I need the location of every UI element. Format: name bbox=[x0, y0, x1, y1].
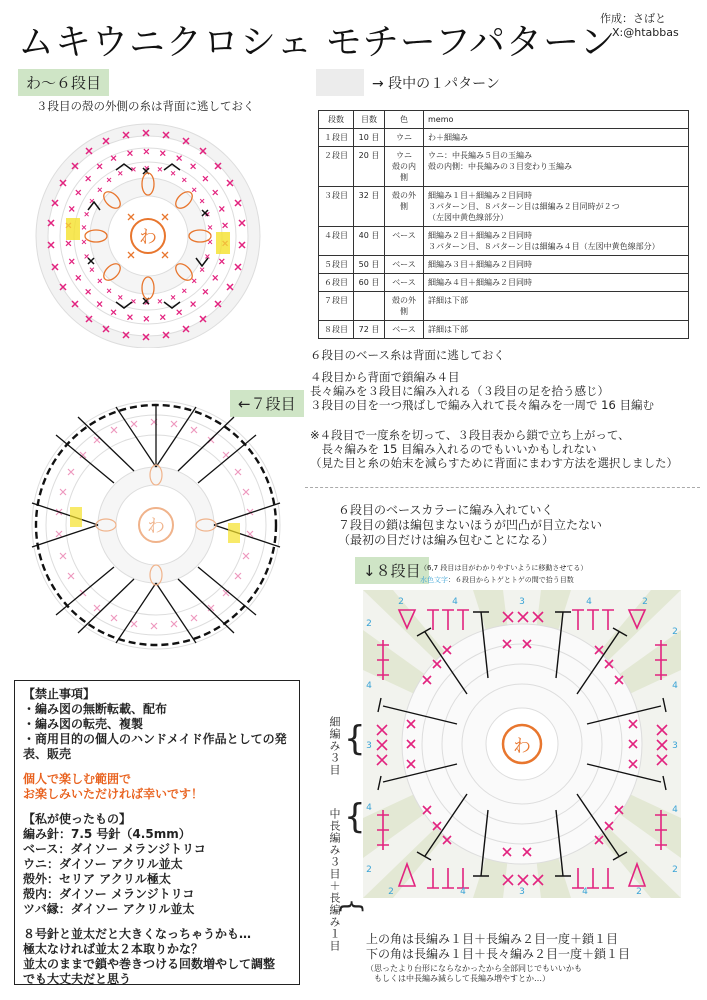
table-row bbox=[319, 129, 689, 147]
alt-line: （見た目と糸の始末を減らすために背面にまわす方法を選択しました） bbox=[310, 456, 678, 470]
table-row bbox=[319, 187, 689, 227]
table-row bbox=[319, 292, 689, 321]
col-stitches: 目数 bbox=[354, 111, 385, 129]
pattern-legend-swatch bbox=[316, 69, 364, 96]
col-memo: memo bbox=[424, 111, 689, 129]
cell-color: ベース bbox=[385, 256, 424, 274]
cell-color: ウニ 殻の内側 bbox=[385, 147, 424, 187]
terms-box bbox=[14, 680, 300, 985]
author-credit bbox=[600, 12, 679, 40]
round7-base-note: ６段目のベース糸は背面に逃しておく bbox=[310, 348, 505, 362]
material-item: ベース：ダイソー メランジトリコ bbox=[23, 842, 206, 856]
svg-text:4: 4 bbox=[582, 887, 588, 897]
material-item: 殻外：セリア アクリル極太 bbox=[23, 872, 171, 886]
enjoy-line: 個人で楽しむ範囲で bbox=[23, 772, 132, 786]
intro-line: ７段目の鎖は編包まないほうが凹凸が目立たない bbox=[338, 518, 603, 532]
terms-heading: 【禁止事項】 bbox=[23, 687, 96, 701]
corner-sub-note: （思ったより台形にならなかったから全部同じでもいいかも もしくは中長編み減らして長編み増やすとか…） bbox=[366, 964, 582, 983]
cell-memo: 細編み３目＋細編み２目同時 bbox=[424, 256, 689, 274]
section-divider bbox=[305, 487, 700, 488]
enjoy-line: お楽しみいただければ幸いです！ bbox=[23, 787, 204, 801]
svg-text:4: 4 bbox=[672, 681, 678, 691]
table-row bbox=[319, 321, 689, 339]
material-item: ウニ：ダイソー アクリル並太 bbox=[23, 857, 183, 871]
cell-count: 60 目 bbox=[354, 274, 385, 292]
cell-round: １段目 bbox=[319, 129, 354, 147]
svg-text:3: 3 bbox=[672, 741, 678, 751]
cell-count: 20 目 bbox=[354, 147, 385, 187]
magic-ring-label: わ bbox=[139, 227, 157, 248]
side-label-sc3: 細編み３目 bbox=[328, 716, 341, 776]
author-name: 作成：さばと bbox=[600, 12, 666, 25]
svg-text:4: 4 bbox=[672, 805, 678, 815]
material-item: ツバ縁：ダイソー アクリル並太 bbox=[23, 902, 195, 916]
round-7-chart bbox=[28, 395, 288, 655]
svg-text:2: 2 bbox=[398, 597, 404, 607]
alt-line: 長々編みを 15 目編み入れるのでもいいかもしれない bbox=[310, 442, 597, 456]
cell-memo: 細編み１目＋細編み２目同時 ３パターン目、８パターン目は細編み２目同時が２つ （左図中黄色線部分） bbox=[424, 187, 689, 227]
round8-intro bbox=[338, 503, 602, 548]
intro-line: ６段目のベースカラーに編み入れていく bbox=[338, 503, 554, 517]
terms-item: ・編み図の転売、複製 bbox=[23, 717, 144, 731]
magic-ring-label: わ bbox=[513, 736, 531, 757]
round7-steps bbox=[310, 370, 654, 412]
table-row bbox=[319, 147, 689, 187]
author-handle: X:@htabbas bbox=[612, 26, 679, 39]
table-row bbox=[319, 256, 689, 274]
cell-color: 殻の外側 bbox=[385, 292, 424, 321]
terms-item: ・商用目的の個人のハンドメイド作品としての発表、販売 bbox=[23, 732, 287, 761]
cell-memo: わ＋細編み bbox=[424, 129, 689, 147]
terms-item: ・編み図の無断転載、配布 bbox=[23, 702, 168, 716]
section-tag-rounds-1-6: わ〜６段目 bbox=[18, 69, 109, 96]
cell-color: ベース bbox=[385, 227, 424, 256]
cell-round: ７段目 bbox=[319, 292, 354, 321]
tip-line: ８号針と並太だと大きくなっちゃうかも… bbox=[23, 927, 252, 941]
col-round: 段数 bbox=[319, 111, 354, 129]
round8-legend bbox=[420, 575, 574, 585]
material-item: 殻内：ダイソー メランジトリコ bbox=[23, 887, 195, 901]
cell-count: 72 目 bbox=[354, 321, 385, 339]
round7-alt-method bbox=[310, 428, 678, 470]
brace-icon: { bbox=[344, 719, 366, 759]
round-1-6-chart bbox=[28, 118, 268, 348]
materials-heading: 【私が使ったもの】 bbox=[23, 812, 132, 826]
cell-memo: 細編み２目＋細編み２目同時 ３パターン目、８パターン目は細編み４目（左図中黄色線部分） bbox=[424, 227, 689, 256]
tip-line: でも大丈夫だと思う bbox=[23, 972, 132, 986]
svg-text:2: 2 bbox=[366, 865, 372, 875]
svg-text:4: 4 bbox=[586, 597, 592, 607]
cell-round: ６段目 bbox=[319, 274, 354, 292]
cell-color: 殻の外側 bbox=[385, 187, 424, 227]
col-color: 色 bbox=[385, 111, 424, 129]
svg-text:4: 4 bbox=[452, 597, 458, 607]
cell-color: ウニ bbox=[385, 129, 424, 147]
cell-memo: 詳細は下部 bbox=[424, 292, 689, 321]
cell-color: ベース bbox=[385, 274, 424, 292]
svg-text:4: 4 bbox=[366, 803, 372, 813]
cell-memo: ウニ：中長編み５目の玉編み 殻の内側：中長編みの３目変わり玉編み bbox=[424, 147, 689, 187]
svg-text:2: 2 bbox=[672, 627, 678, 637]
cell-memo: 詳細は下部 bbox=[424, 321, 689, 339]
tip-line: 並太のままで鎖や巻きつける回数増やして調整 bbox=[23, 957, 276, 971]
cell-count bbox=[354, 292, 385, 321]
cell-round: ４段目 bbox=[319, 227, 354, 256]
brace-icon: { bbox=[344, 797, 366, 837]
magic-ring-label: わ bbox=[147, 516, 165, 537]
cell-count: 32 目 bbox=[354, 187, 385, 227]
section-tag-round-8: ↓８段目 bbox=[355, 557, 429, 584]
cell-round: ８段目 bbox=[319, 321, 354, 339]
cell-color: ベース bbox=[385, 321, 424, 339]
cell-count: 50 目 bbox=[354, 256, 385, 274]
round-table bbox=[318, 110, 689, 339]
section1-note: ３段目の殻の外側の糸は背面に逃しておく bbox=[36, 99, 255, 113]
round-8-chart bbox=[363, 590, 683, 900]
table-header-row bbox=[319, 111, 689, 129]
svg-text:2: 2 bbox=[642, 597, 648, 607]
svg-text:2: 2 bbox=[388, 887, 394, 897]
light-blue-key: 水色文字 bbox=[420, 576, 448, 584]
step-line: 長々編みを３段目に編み入れる（３段目の足を拾う感じ） bbox=[310, 384, 609, 398]
tip-line: 極太なければ並太２本取りかな？ bbox=[23, 942, 204, 956]
cell-count: 10 目 bbox=[354, 129, 385, 147]
brace-bottom-icon: { bbox=[337, 898, 367, 915]
step-line: ４段目から背面で鎖編み４目 bbox=[310, 370, 460, 384]
intro-line: （最初の目だけは編み包むことになる） bbox=[338, 533, 555, 547]
svg-text:3: 3 bbox=[519, 887, 525, 897]
alt-line: ※４段目で一度糸を切って、３段目表から鎖で立ち上がって、 bbox=[310, 428, 630, 442]
pattern-legend-text: → 段中の１パターン bbox=[372, 76, 500, 92]
table-row bbox=[319, 274, 689, 292]
svg-text:4: 4 bbox=[460, 887, 466, 897]
svg-text:2: 2 bbox=[672, 865, 678, 875]
svg-text:2: 2 bbox=[636, 887, 642, 897]
corner-note-bottom: 下の角は長編み１目＋長々編み２目一度＋鎖１目 bbox=[366, 947, 631, 961]
cell-count: 40 目 bbox=[354, 227, 385, 256]
cell-round: ３段目 bbox=[319, 187, 354, 227]
cell-round: ５段目 bbox=[319, 256, 354, 274]
svg-text:3: 3 bbox=[519, 597, 525, 607]
svg-text:4: 4 bbox=[366, 681, 372, 691]
cell-memo: 細編み４目＋細編み２目同時 bbox=[424, 274, 689, 292]
table-row bbox=[319, 227, 689, 256]
light-blue-desc: ：６段目からトゲとトゲの間で拾う目数 bbox=[448, 576, 574, 584]
corner-note bbox=[366, 932, 630, 962]
side-label-hdc3-dc1: 中長編み３目＋長編み１目 bbox=[328, 808, 341, 952]
svg-text:3: 3 bbox=[366, 741, 372, 751]
round8-sub-note: （6,7 段目は目がわかりやすいように移動させてる） bbox=[420, 564, 588, 572]
material-item: 編み針：7.5 号針（4.5mm） bbox=[23, 827, 191, 841]
cell-round: ２段目 bbox=[319, 147, 354, 187]
corner-note-top: 上の角は長編み１目＋長編み２目一度＋鎖１目 bbox=[366, 932, 619, 946]
svg-text:2: 2 bbox=[366, 619, 372, 629]
step-line: ３段目の目を一つ飛ばしで編み入れて長々編みを一周で 16 目編む bbox=[310, 398, 654, 412]
section-tag-round-7: ←７段目 bbox=[230, 390, 304, 417]
page-title: ムキウニクロシェ モチーフパターン bbox=[18, 22, 617, 63]
